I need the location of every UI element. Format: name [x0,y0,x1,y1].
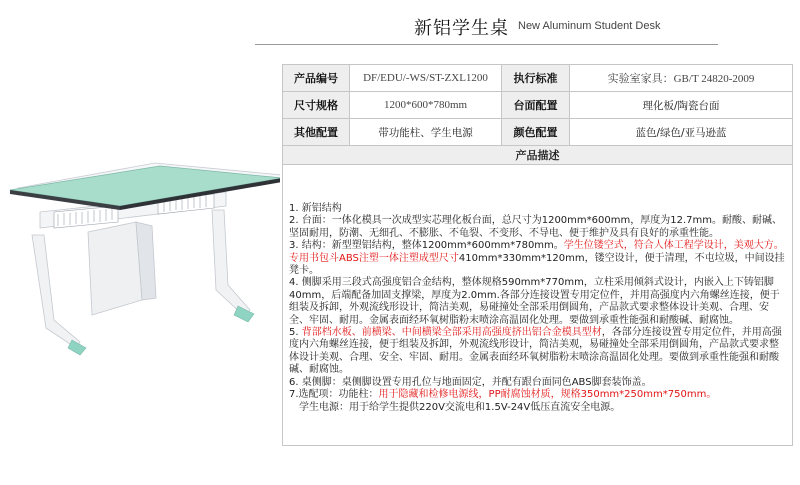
desk-right-leg [212,210,250,316]
description-highlight: 背部档水板、前横梁、中间横梁全部采用高强度挤出铝合金模具型材 [301,327,602,339]
spec-label: 台面配置 [502,92,570,119]
spec-label: 产品编号 [283,65,350,92]
description-text: 5. [289,327,302,339]
description-highlight: 用于隐藏和检修电源线，PP耐腐蚀材质，规格350mm*250mm*750mm。 [378,389,717,401]
spec-value: 1200*600*780mm [350,92,502,119]
spec-row [283,119,793,146]
title-divider [255,44,718,45]
spec-value: 理化板/陶瓷台面 [570,92,793,119]
spec-label: 颜色配置 [502,119,570,146]
description-line: 1. 新铝结构 [289,203,342,214]
description-line: 学生电源：用于给学生提供220V交流电和1.5V-24V低压直流安全电源。 [299,401,621,413]
description-text: 7.选配项：功能柱： [289,389,379,401]
description-row [283,165,793,446]
description-body [283,165,792,414]
desk-left-leg [32,235,80,348]
description-text: ，各部分连接设置专用定位件，并用高强度内六角螺丝连接，便于组装及拆卸，外观流线形设计，简洁美观，易碰撞处全部采用倒圆角，产品款式要求整体设计美观、合理、安全、牢固、耐用。金属表面经环氧树脂粉末喷涂高温固化处理。要做到承重性能强和耐酸碱、耐腐蚀。 [289,327,782,376]
spec-row [283,65,793,92]
description-line: 2. 台面：一体化模具一次成型实芯理化板台面，总尺寸为1200mm*600mm，厚度为12.7mm。耐酸、耐碱、坚固耐用，防潮、无细孔、不膨胀、不龟裂、不变形、不导电、便于维护及具有良好的承重性能。 [289,215,782,239]
description-line: 4. 侧脚采用三段式高强度铝合金结构，整体规格590mm*770mm，立柱采用倾斜式设计，内嵌入上下铸铝脚40mm，后端配备加固支撑梁，厚度为2.0mm.各部分连接设置专用定位件，并用高强度内六角螺丝连接，便于组装及拆卸，外观流线形设计，简洁美观，易碰撞处全部采用倒圆角，产品款式要求整体设计美观、合理、安全、牢固、耐用。金属表面经环氧树脂粉末喷涂高温固化处理。要做到承重性能强和耐酸碱、耐腐蚀。 [289,277,780,326]
description-line: 6. 桌侧脚：桌侧脚设置专用孔位与地面固定，并配有跟台面同色ABS脚套装饰盖。 [289,376,652,388]
spec-value: 带功能柱、学生电源 [350,119,502,146]
spec-value: DF/EDU/-WS/ST-ZXL1200 [350,65,502,92]
description-line [289,327,786,377]
description-header-row [283,146,793,165]
page-subtitle-english: New Aluminum Student Desk [518,20,661,32]
description-text: 3. 结构：新型塑铝结构，整体1200mm*600mm*780mm。 [289,240,564,252]
description-cell [283,165,793,446]
desk-pedestal [88,222,142,315]
spec-value: 蓝色/绿色/亚马逊蓝 [570,119,793,146]
spec-label: 其他配置 [283,119,350,146]
spec-table [282,64,793,446]
spec-row [283,92,793,119]
description-header: 产品描述 [283,146,793,165]
description-line [289,389,786,401]
description-text: 410mm*330mm*120mm，镂空设计，便于清理，不屯垃圾，中间设挂凳卡。 [289,252,785,277]
description-line [289,240,786,277]
spec-label: 执行标准 [502,65,570,92]
page-title: 新铝学生桌 [414,18,509,39]
student-desk-image [0,150,280,370]
spec-value: 实验室家具：GB/T 24820-2009 [570,65,793,92]
spec-label: 尺寸规格 [283,92,350,119]
description-highlight: 学生位镂空式，符合人体工程学设计，美观大方。专用书包斗ABS注塑一体注塑成型尺寸 [289,240,784,264]
